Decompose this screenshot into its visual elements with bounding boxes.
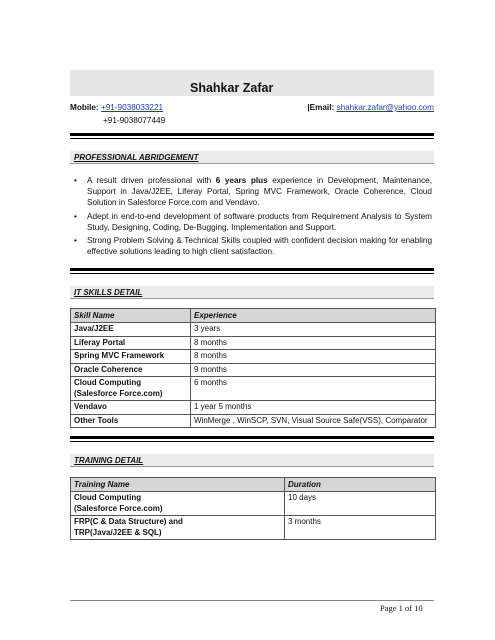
table-cell: 6 months — [191, 377, 436, 401]
list-item — [70, 235, 432, 257]
divider — [70, 273, 434, 274]
table-cell: FRP(C & Data Structure) and TRP(Java/J2EE & SQL) — [71, 516, 285, 540]
divider — [70, 133, 434, 136]
table-cell: Cloud Computing (Salesforce Force.com) — [71, 377, 191, 401]
table-row — [71, 401, 436, 415]
table-cell: Oracle Coherence — [71, 363, 191, 377]
table-cell: Other Tools — [71, 414, 191, 428]
divider — [70, 441, 434, 442]
table-cell: Cloud Computing (Salesforce Force.com) — [71, 492, 285, 516]
table-cell: Java/J2EE — [71, 323, 191, 337]
list-item — [70, 211, 432, 233]
table-cell: 8 months — [191, 350, 436, 364]
divider — [70, 436, 434, 439]
footer-divider — [70, 600, 434, 601]
mobile-number-2: +91-9038077449 — [103, 116, 166, 125]
table-row — [71, 336, 436, 350]
bullet-text: A result driven professional with — [87, 176, 216, 185]
email-link[interactable]: shahkar.zafar@yahoo.com — [336, 103, 434, 112]
table-cell: 8 months — [191, 336, 436, 350]
table-header: Skill Name — [71, 309, 191, 323]
table-header: Experience — [191, 309, 436, 323]
table-row — [71, 363, 436, 377]
table-cell: Spring MVC Framework — [71, 350, 191, 364]
table-cell: 3 months — [285, 516, 436, 540]
contact-block — [70, 101, 434, 127]
table-row — [71, 350, 436, 364]
table-row — [71, 323, 436, 337]
training-table — [70, 477, 436, 540]
candidate-name: Shahkar Zafar — [190, 81, 274, 95]
table-row — [71, 516, 436, 540]
table-cell: 3 years — [191, 323, 436, 337]
table-row — [71, 492, 436, 516]
bullet-text: experience in Development, Maintenance, Support in Java/J2EE, Liferay Portal, Spring MVC Framework, Oracle Coherence, Cloud Solution in Salesforce Force.com and Vendavo. — [87, 176, 432, 208]
section-title-training: TRAINING DETAIL — [74, 456, 144, 465]
section-title-abridgement: PROFESSIONAL ABRIDGEMENT — [74, 153, 199, 162]
email-label: |Email: — [307, 103, 335, 112]
abridgement-list — [70, 175, 432, 259]
mobile-link-1[interactable]: +91-9038033221 — [100, 103, 164, 112]
table-cell: 1 year 5 months — [191, 401, 436, 415]
table-row — [71, 377, 436, 401]
table-row — [71, 414, 436, 428]
table-cell: 10 days — [285, 492, 436, 516]
bullet-icon: • — [74, 211, 77, 221]
divider — [70, 138, 434, 139]
skills-table — [70, 308, 436, 428]
page-number: Page 1 of 10 — [380, 603, 423, 613]
table-cell: Vendavo — [71, 401, 191, 415]
divider — [70, 268, 434, 271]
bullet-text: Strong Problem Solving & Technical Skills coupled with confident decision making for enabling effective solutions leading to high client satisfaction. — [87, 236, 432, 257]
bullet-icon: • — [74, 176, 77, 185]
table-cell: WinMerge , WinSCP, SVN, Visual Source Safe(VSS), Comparator — [191, 414, 436, 428]
mobile-label: Mobile: — [70, 103, 99, 112]
section-title-skills: IT SKILLS DETAIL — [74, 288, 143, 297]
list-item — [70, 175, 432, 209]
bullet-icon: • — [74, 236, 77, 246]
bullet-emphasis: 6 years plus — [215, 176, 268, 185]
table-cell: Liferay Portal — [71, 336, 191, 350]
bullet-text: Adept in end-to-end development of software products from Requirement Analysis to System Study, Designing, Coding, De-Bugging, Implementation and Support. — [87, 211, 432, 232]
table-header: Training Name — [71, 478, 285, 492]
table-header: Duration — [285, 478, 436, 492]
table-cell: 9 months — [191, 363, 436, 377]
